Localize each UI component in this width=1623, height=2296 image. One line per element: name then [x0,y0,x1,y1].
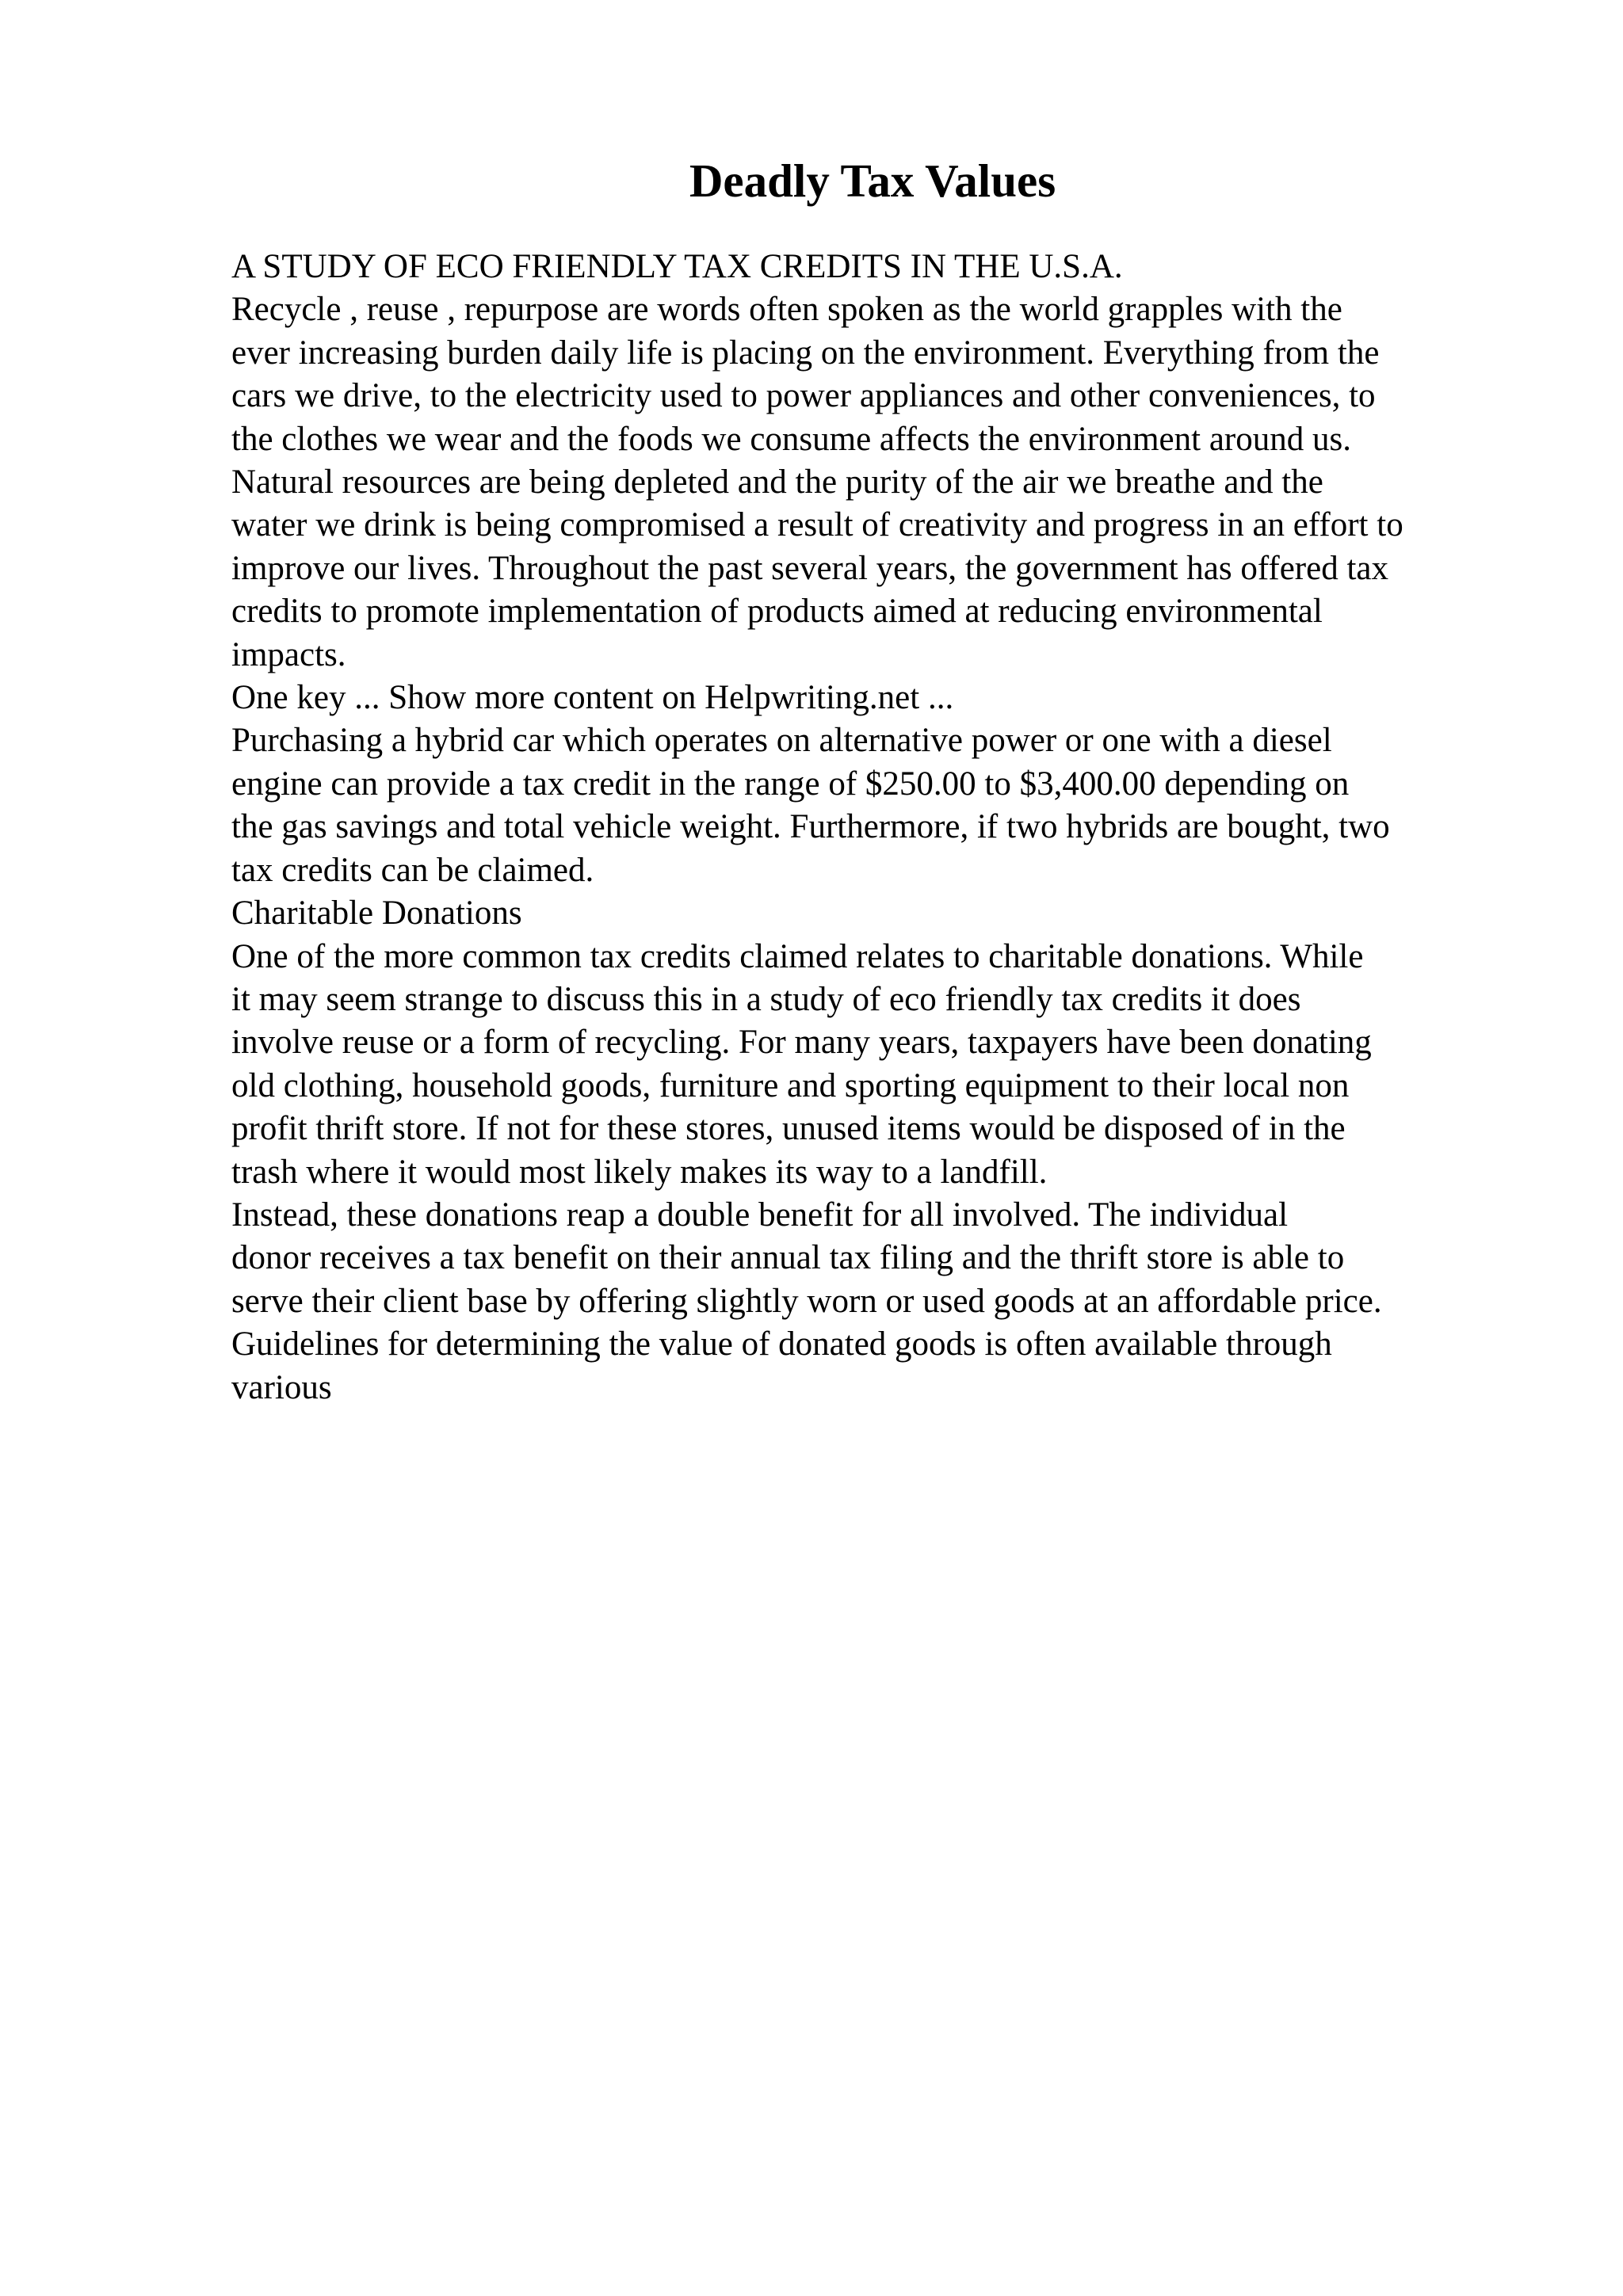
body-line: tax credits can be claimed. [231,851,594,889]
body-line: donor receives a tax benefit on their annual tax filing and the thrift store is able to [231,1239,1345,1277]
body-line: profit thrift store. If not for these stores, unused items would be disposed of in the [231,1110,1346,1148]
body-line: cars we drive, to the electricity used to power appliances and other conveniences, to [231,377,1376,415]
body-line: the gas savings and total vehicle weight. Furthermore, if two hybrids are bought, two [231,808,1390,846]
body-line: improve our lives. Throughout the past several years, the government has offered tax [231,549,1388,587]
body-line: involve reuse or a form of recycling. For many years, taxpayers have been donating [231,1024,1372,1062]
body-line: One key ... Show more content on Helpwriting.net ... [231,679,954,717]
body-line: A STUDY OF ECO FRIENDLY TAX CREDITS IN THE U.S.A. [231,248,1123,285]
body-line: credits to promote implementation of products aimed at reducing environmental [231,593,1323,631]
body-line: Natural resources are being depleted and the purity of the air we breathe and the [231,463,1323,502]
body-line: it may seem strange to discuss this in a study of eco friendly tax credits it does [231,980,1301,1018]
body-line: serve their client base by offering slightly worn or used goods at an affordable price. [231,1282,1382,1320]
section-heading: Charitable Donations [231,894,522,933]
body-line: One of the more common tax credits claimed relates to charitable donations. While [231,937,1364,975]
body-line: old clothing, household goods, furniture and sporting equipment to their local non [231,1066,1350,1104]
body-line: impacts. [231,635,346,673]
document-title: Deadly Tax Values [689,154,1056,207]
body-line: engine can provide a tax credit in the range of $250.00 to $3,400.00 depending on [231,765,1350,803]
body-line: Guidelines for determining the value of donated goods is often available through [231,1325,1332,1363]
document-body [231,246,1531,1409]
body-line: various [231,1368,332,1406]
body-line: water we drink is being compromised a result of creativity and progress in an effort to [231,506,1403,544]
body-line: trash where it would most likely makes its way to a landfill. [231,1153,1048,1191]
body-line: the clothes we wear and the foods we consume affects the environment around us. [231,420,1351,458]
body-line: ever increasing burden daily life is placing on the environment. Everything from the [231,334,1380,372]
body-line: Recycle , reuse , repurpose are words often spoken as the world grapples with the [231,291,1342,329]
body-line: Purchasing a hybrid car which operates on alternative power or one with a diesel [231,722,1332,760]
body-line: Instead, these donations reap a double benefit for all involved. The individual [231,1196,1289,1234]
